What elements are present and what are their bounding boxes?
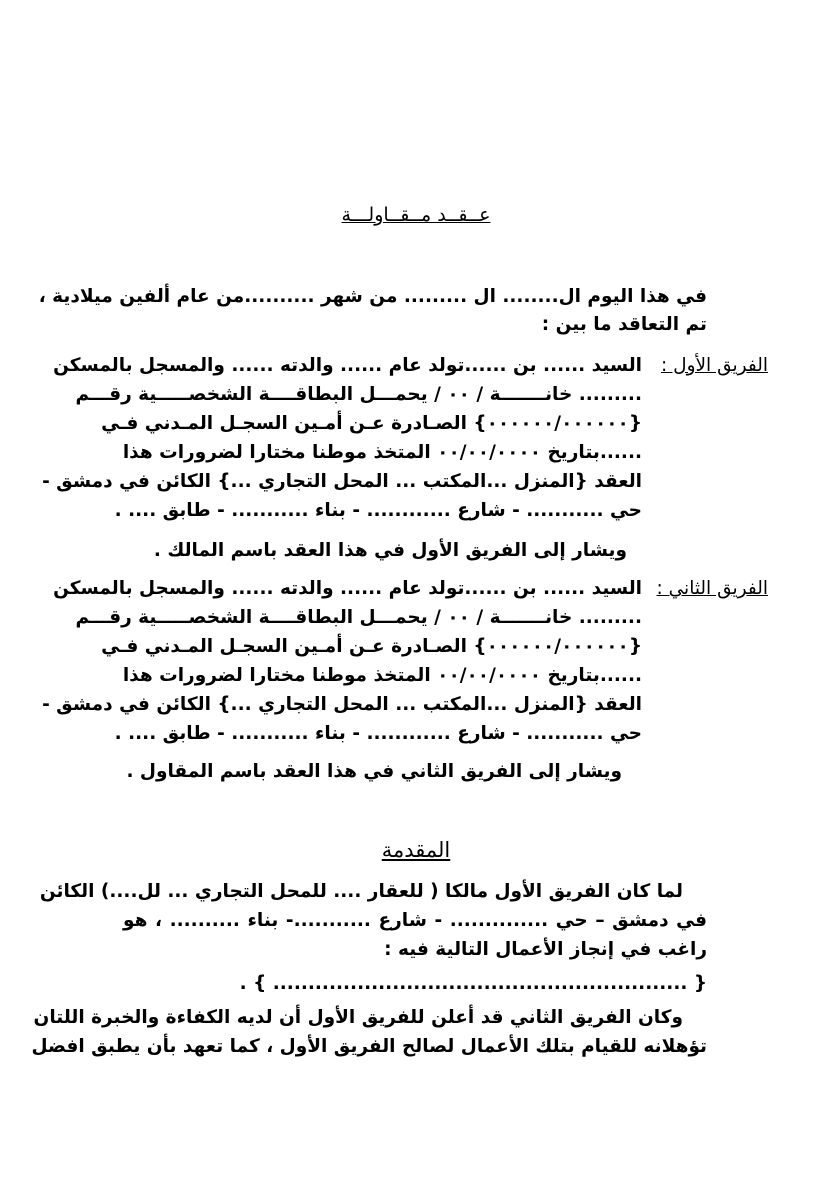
preamble-line: لما كان الفريق الأول مالكا ( للعقار .... للمحل التجاري ... لل....) الكائن [39,881,683,902]
preamble-line: في دمشق – حي .............. - شارع ...........- بناء .......... ، هو [123,910,707,931]
party-one-line: العقد {المنزل ...المكتب ... المحل التجاري ...} الكائن في دمشق - [42,471,642,492]
party-two-note: ويشار إلى الفريق الثاني في هذا العقد باسم المقاول . [126,761,622,782]
preamble-heading: المقدمة [381,838,451,862]
party-two-line: ......بتاريخ ٠٠/٠٠/٠٠٠٠ المتخذ موطنا مختارا لضرورات هذا [122,665,642,686]
preamble-line: { ........................................................... } . [239,973,707,994]
party-two-line: السيد ...... بن ......تولد عام ...... والدته ...... والمسجل بالمسكن [53,578,642,599]
preamble-line: وكان الفريق الثاني قد أعلن للفريق الأول أن لديه الكفاءة والخبرة اللتان [33,1007,683,1028]
party-two-line: {٠٠٠٠٠٠/٠٠٠٠٠٠} الصـادرة عـن أمـين السجـل المـدني فـي [101,636,642,657]
party-two-line: العقد {المنزل ...المكتب ... المحل التجاري ...} الكائن في دمشق - [42,694,642,715]
party-one-block [42,354,642,528]
party-two-block [42,577,642,751]
intro-line-2: تم التعاقد ما بين : [541,314,707,335]
party-two-label: الفريق الثاني : [656,578,768,599]
party-one-label: الفريق الأول : [661,355,768,376]
preamble-line: تؤهلانه للقيام بتلك الأعمال لصالح الفريق الأول ، كما تعهد بأن يطبق افضل [31,1036,707,1057]
party-one-note: ويشار إلى الفريق الأول في هذا العقد باسم المالك . [153,540,627,561]
intro-line-1: في هذا اليوم ال........ ال ......... من شهر ..........من عام ألفين ميلادية ، [38,286,707,307]
preamble-block [31,880,707,1064]
preamble-line: راغب في إنجاز الأعمال التالية فيه : [384,939,707,960]
party-one-line: السيد ...... بن ......تولد عام ...... والدته ...... والمسجل بالمسكن [53,355,642,376]
party-one-line: ......... خانـــــــة / ٠٠ / يحمـــل البطاقــــة الشخصـــــية رقـــم [75,384,642,405]
party-two-line: ......... خانـــــــة / ٠٠ / يحمـــل البطاقــــة الشخصـــــية رقـــم [75,607,642,628]
party-two-line: حي ........... - شارع ............ - بناء ........... - طابق .... . [114,723,642,744]
party-one-line: {٠٠٠٠٠٠/٠٠٠٠٠٠} الصـادرة عـن أمـين السجـل المـدني فـي [101,413,642,434]
document-title: عــقــد مــقــاولـــة [341,204,491,226]
party-one-line: ......بتاريخ ٠٠/٠٠/٠٠٠٠ المتخذ موطنا مختارا لضرورات هذا [122,442,642,463]
party-one-line: حي ........... - شارع ............ - بناء ........... - طابق .... . [114,500,642,521]
